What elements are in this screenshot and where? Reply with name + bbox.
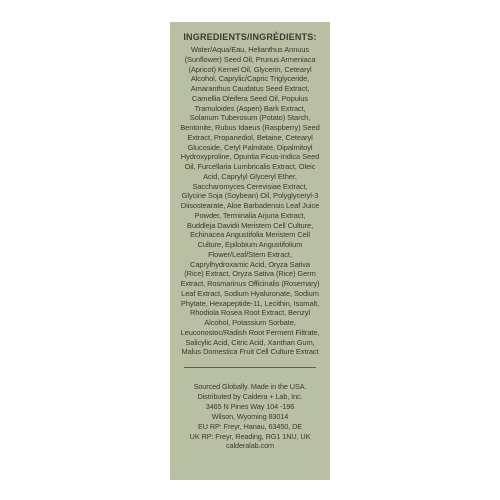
ingredients-list: Water/Aqua/Eau, Helianthus Annuus (Sunflower) Seed Oil, Prunus Armeniaca (Apricot) Kernel Oil, Glycerin, Cetearyl Alcohol, Caprylic/Capric Triglyceride, Amaranthus Caudatus Seed Extract, Camellia Oleifera Seed Oil, Populus Tramuloides (Aspen) Bark Extract, Solanum Tuberosum (Potato) Starch, Bentonite, Rubus Idaeus (Raspberry) Seed Extract, Propanediol, Betaine, Cetearyl Glucoside, Cetyl Palmitate, Dipalmitoyl Hydroxyproline, Opuntia Ficus-Indica Seed Oil, Furcellaria Lumbricalis Extract, Oleic Acid, Caprylyl Glyceryl Ether, Saccharomyces Cerevisiae Extract, Glycine Soja (Soybean) Oil, Polyglyceryl-3 Diisostearate, Aloe Barbadensis Leaf Juice Powder, Terminalia Arjuna Extract, Buddleja Davidii Meristem Cell Culture, Echinacea Angustifolia Meristem Cell Culture, Epilobium Angustifolium Flower/Leaf/Stem Extract, Caprylhydroxamic Acid, Oryza Sativa (Rice) Extract, Oryza Sativa (Rice) Germ Extract, Rosmarinus Officinalis (Rosemary) Leaf Extract, Sodium Hyaluronate, Sodium Phytate, Hexapeptide-11, Lecithin, Isomalt, Rhodiola Rosea Root Extract, Benzyl Alcohol, Potassium Sorbate, Leuconostoc/Radish Root Ferment Filtrate, Salicylic Acid, Citric Acid, Xanthan Gum, Malus Domestica Fruit Cell Culture Extract — [180, 45, 320, 357]
ingredients-heading: INGREDIENTS/INGRÉDIENTS: — [183, 32, 317, 42]
origin-line: Sourced Globally. Made in the USA. — [193, 382, 307, 391]
uk-representative-line: UK RP: Freyr, Reading, RG1 1NU, UK — [189, 431, 311, 441]
distributor-info — [180, 382, 320, 451]
ingredient-label-panel — [170, 22, 330, 480]
address-city-line: Wilson, Wyoming 83014 — [211, 411, 289, 421]
label-divider — [184, 367, 316, 368]
address-street-line: 3465 N Pines Way 104 -196 — [205, 401, 295, 411]
distributor-line: Distributed by Caldera + Lab, Inc. — [197, 391, 303, 401]
eu-representative-line: EU RP: Freyr, Hanau, 63450, DE — [197, 421, 303, 431]
website-line: calderalab.com — [225, 441, 275, 451]
